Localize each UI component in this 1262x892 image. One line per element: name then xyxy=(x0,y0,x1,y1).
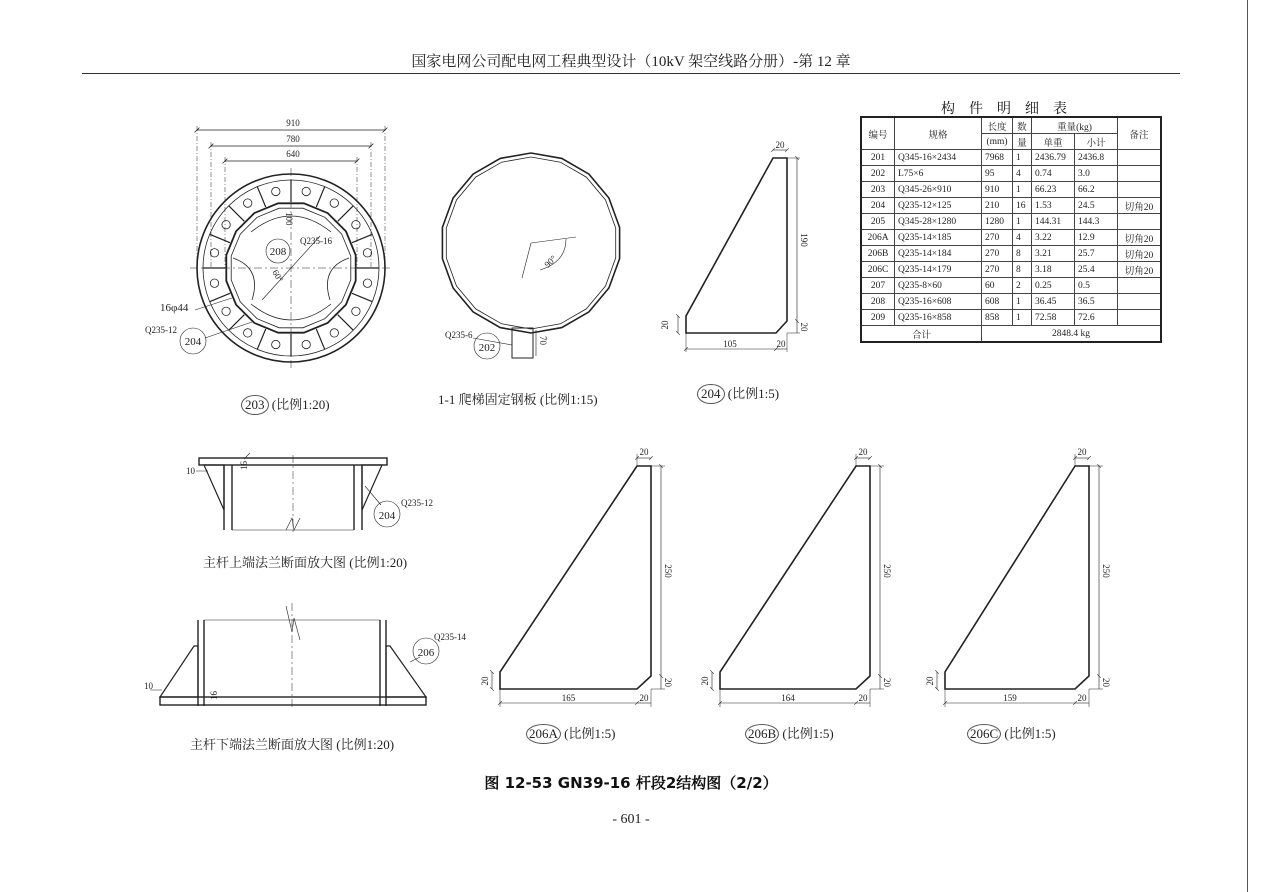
bom-cell-note xyxy=(1118,310,1162,326)
dim-100: 100 xyxy=(284,212,294,226)
radial-rib xyxy=(352,293,372,301)
bom-cell-no: 201 xyxy=(861,150,895,166)
part-206c-bubble: 206C xyxy=(967,724,1001,744)
bom-cell-qty: 1 xyxy=(1013,150,1032,166)
bom-cell-unit: 144.31 xyxy=(1032,214,1075,230)
bom-cell-qty: 4 xyxy=(1013,230,1032,246)
bolt-hole xyxy=(330,329,338,337)
lower-dim-10: 10 xyxy=(144,681,153,691)
bolt-hole xyxy=(302,187,310,195)
bom-row xyxy=(861,198,1161,214)
bolt-hole xyxy=(272,187,280,195)
caption-206c xyxy=(967,723,1056,744)
bolt-hole xyxy=(210,249,218,257)
radial-rib xyxy=(338,206,354,222)
rib-206-labels-2 xyxy=(925,447,1111,703)
rib-206-2 xyxy=(937,454,1103,707)
bom-cell-no: 204 xyxy=(861,198,895,214)
bom-cell-sub: 66.2 xyxy=(1075,182,1118,198)
bom-row xyxy=(861,214,1161,230)
bom-cell-len: 608 xyxy=(982,294,1013,310)
bom-cell-no: 208 xyxy=(861,294,895,310)
bom-cell-no: 206B xyxy=(861,246,895,262)
bom-cell-qty: 2 xyxy=(1013,278,1032,294)
page-header: 国家电网公司配电网工程典型设计（10kV 架空线路分册）-第 12 章 xyxy=(411,54,851,70)
bom-title: 构件明细表 xyxy=(941,102,1081,117)
angle-60: 60° xyxy=(270,268,286,284)
bom-cell-note xyxy=(1118,150,1162,166)
rib-dim-br-side: 20 xyxy=(663,678,673,687)
bom-header-weight: 重量(kg) xyxy=(1032,117,1118,134)
radial-rib xyxy=(257,329,265,349)
bolt-hole xyxy=(363,249,371,257)
bom-cell-len: 910 xyxy=(982,182,1013,198)
ribs-206-views xyxy=(480,447,1111,707)
radial-rib xyxy=(338,315,354,331)
rib-dim-bottom: 159 xyxy=(1003,693,1017,703)
bom-cell-unit: 2436.79 xyxy=(1032,150,1075,166)
bom-cell-note xyxy=(1118,294,1162,310)
rib-dim-br-side: 20 xyxy=(1101,678,1111,687)
bom-cell-sub: 2436.8 xyxy=(1075,150,1118,166)
rib-dim-bottom: 164 xyxy=(781,693,795,703)
rib-dim-top: 20 xyxy=(639,447,649,457)
bom-cell-sub: 72.6 xyxy=(1075,310,1118,326)
bom-header-unit-weight: 单重 xyxy=(1032,134,1075,150)
part-204-caption-bubble: 204 xyxy=(697,384,725,404)
caption-ladder-plate: 1-1 爬梯固定钢板 (比例1:15) xyxy=(438,392,598,407)
dim-640: 640 xyxy=(286,149,300,159)
bom-header-length-unit: (mm) xyxy=(982,134,1013,150)
plate-202-label: Q235-6 xyxy=(445,330,473,340)
lower-dim-16: 16 xyxy=(209,691,219,700)
bom-cell-no: 205 xyxy=(861,214,895,230)
bom-cell-qty: 4 xyxy=(1013,166,1032,182)
rib204-dim-br-side: 20 xyxy=(799,322,809,332)
angle-90: 90° xyxy=(542,253,559,270)
bom-cell-unit: 72.58 xyxy=(1032,310,1075,326)
bom-cell-note: 切角20 xyxy=(1118,230,1162,246)
bom-cell-sub: 36.5 xyxy=(1075,294,1118,310)
part-202-label: 202 xyxy=(478,342,496,354)
bolt-hole xyxy=(330,199,338,207)
bom-cell-note xyxy=(1118,166,1162,182)
bom-cell-sub: 25.7 xyxy=(1075,246,1118,262)
bom-table xyxy=(860,116,1162,343)
bom-cell-note xyxy=(1118,182,1162,198)
bom-cell-unit: 3.21 xyxy=(1032,246,1075,262)
rib-outline xyxy=(720,466,870,689)
caption-204 xyxy=(697,383,779,404)
bom-cell-unit: 3.18 xyxy=(1032,262,1075,278)
bom-cell-spec: Q235-14×184 xyxy=(895,246,982,262)
bom-cell-len: 270 xyxy=(982,262,1013,278)
rib-dim-bottom: 165 xyxy=(561,693,576,703)
bom-header-no: 编号 xyxy=(861,117,895,150)
bom-cell-sub: 0.5 xyxy=(1075,278,1118,294)
lower-section-view xyxy=(150,603,439,710)
bom-cell-qty: 8 xyxy=(1013,262,1032,278)
bom-header-length: 长度 xyxy=(982,117,1013,134)
bom-cell-qty: 1 xyxy=(1013,182,1032,198)
bolt-hole xyxy=(272,340,280,348)
lower-section-labels xyxy=(144,632,466,700)
bom-cell-qty: 1 xyxy=(1013,294,1032,310)
figure-title: 图 12-53 GN39-16 杆段2结构图（2/2） xyxy=(484,774,778,792)
bom-total-value: 2848.4 kg xyxy=(982,326,1162,343)
bom-row xyxy=(861,262,1161,278)
bom-cell-qty: 1 xyxy=(1013,214,1032,230)
bom-cell-no: 203 xyxy=(861,182,895,198)
bom-cell-qty: 1 xyxy=(1013,310,1032,326)
lower-plate-label: Q235-14 xyxy=(434,632,466,642)
caption-lower-section: 主杆下端法兰断面放大图 (比例1:20) xyxy=(190,737,395,752)
part-208-label: 208 xyxy=(269,246,287,258)
bom-cell-sub: 24.5 xyxy=(1075,198,1118,214)
caption-203 xyxy=(241,394,330,415)
bom-cell-spec: Q235-16×608 xyxy=(895,294,982,310)
bom-header-subtotal: 小计 xyxy=(1075,134,1118,150)
bom-cell-spec: Q235-8×60 xyxy=(895,278,982,294)
lower-part-label: 206 xyxy=(417,647,435,659)
bom-cell-note xyxy=(1118,278,1162,294)
rib-outline xyxy=(500,466,651,689)
radial-rib xyxy=(316,187,324,207)
bom-header-spec: 规格 xyxy=(895,117,982,150)
bom-cell-spec: Q235-14×179 xyxy=(895,262,982,278)
bom-cell-note xyxy=(1118,214,1162,230)
bom-row xyxy=(861,166,1161,182)
plate-208-label: Q235-16 xyxy=(300,236,332,246)
bom-cell-unit: 0.74 xyxy=(1032,166,1075,182)
caption-206a-scale: (比例1:5) xyxy=(564,726,616,741)
bom-row xyxy=(861,278,1161,294)
bom-cell-len: 270 xyxy=(982,230,1013,246)
caption-206c-scale: (比例1:5) xyxy=(1004,726,1056,741)
part-204-label: 204 xyxy=(184,336,202,348)
rib204-dim-bottom: 105 xyxy=(723,339,737,349)
rib-outline xyxy=(945,466,1089,689)
bom-cell-spec: Q235-14×185 xyxy=(895,230,982,246)
rib-206-labels-1 xyxy=(700,447,892,703)
plate-204-label: Q235-12 xyxy=(145,325,177,335)
bom-cell-len: 1280 xyxy=(982,214,1013,230)
bom-cell-spec: Q345-26×910 xyxy=(895,182,982,198)
rib-204-view xyxy=(678,150,800,352)
bom-row xyxy=(861,150,1161,166)
bom-cell-spec: Q235-16×858 xyxy=(895,310,982,326)
bom-cell-note: 切角20 xyxy=(1118,198,1162,214)
caption-upper-section: 主杆上端法兰断面放大图 (比例1:20) xyxy=(203,555,408,570)
rib204-dim-height: 190 xyxy=(799,233,809,247)
bom-row xyxy=(861,310,1161,326)
caption-203-scale: (比例1:20) xyxy=(271,397,330,412)
bom-cell-len: 210 xyxy=(982,198,1013,214)
bom-cell-no: 207 xyxy=(861,278,895,294)
caption-206b-scale: (比例1:5) xyxy=(782,726,834,741)
radial-rib xyxy=(210,293,230,301)
rib-dim-left: 20 xyxy=(480,676,490,686)
bom-header-note: 备注 xyxy=(1118,117,1162,150)
rib-206-1 xyxy=(712,454,884,707)
part-206b-bubble: 206B xyxy=(745,724,779,744)
radial-rib xyxy=(316,329,324,349)
bom-cell-unit: 0.25 xyxy=(1032,278,1075,294)
rib-dim-top: 20 xyxy=(858,447,868,457)
ladder-plate-view xyxy=(442,153,619,359)
bolt-hole xyxy=(244,199,252,207)
bom-cell-spec: L75×6 xyxy=(895,166,982,182)
bom-cell-unit: 1.53 xyxy=(1032,198,1075,214)
rib-dim-br-side: 20 xyxy=(882,678,892,687)
rib-206-labels-0 xyxy=(480,447,673,703)
bom-cell-no: 206A xyxy=(861,230,895,246)
upper-plate-label: Q235-12 xyxy=(401,498,433,508)
bolt-hole xyxy=(352,307,360,315)
upper-dim-16: 16 xyxy=(239,461,249,470)
caption-204-scale: (比例1:5) xyxy=(727,386,780,401)
flange-top-labels xyxy=(145,118,332,348)
bom-cell-no: 209 xyxy=(861,310,895,326)
bom-cell-note: 切角20 xyxy=(1118,262,1162,278)
upper-part-label: 204 xyxy=(378,510,396,522)
bolt-hole xyxy=(210,279,218,287)
bom-cell-sub: 3.0 xyxy=(1075,166,1118,182)
radial-rib xyxy=(257,187,265,207)
bom-cell-unit: 66.23 xyxy=(1032,182,1075,198)
bom-cell-spec: Q345-28×1280 xyxy=(895,214,982,230)
bolt-hole xyxy=(244,329,252,337)
bom-row xyxy=(861,246,1161,262)
rib-dim-br-bottom: 20 xyxy=(639,693,649,703)
page-number: - 601 - xyxy=(612,812,650,827)
dim-910: 910 xyxy=(286,118,300,128)
radial-rib xyxy=(229,206,245,222)
bom-cell-note: 切角20 xyxy=(1118,246,1162,262)
dim-780: 780 xyxy=(286,134,300,144)
bom-cell-spec: Q345-16×2434 xyxy=(895,150,982,166)
bom-row xyxy=(861,182,1161,198)
bolt-hole xyxy=(222,221,230,229)
bom-cell-spec: Q235-12×125 xyxy=(895,198,982,214)
bom-cell-unit: 3.22 xyxy=(1032,230,1075,246)
bom-cell-len: 858 xyxy=(982,310,1013,326)
upper-section-labels xyxy=(186,461,433,523)
rib204-dim-top: 20 xyxy=(775,140,785,150)
bolt-hole xyxy=(352,221,360,229)
rib-dim-left: 20 xyxy=(700,676,710,686)
rib204-dim-left: 20 xyxy=(660,320,670,330)
bom-cell-len: 7968 xyxy=(982,150,1013,166)
radial-rib xyxy=(229,315,245,331)
bom-body xyxy=(861,150,1161,326)
rib-dim-top: 20 xyxy=(1077,447,1087,457)
bom-cell-len: 270 xyxy=(982,246,1013,262)
bom-cell-sub: 144.3 xyxy=(1075,214,1118,230)
bom-row xyxy=(861,294,1161,310)
bolt-hole xyxy=(222,307,230,315)
rib-dim-left: 20 xyxy=(925,676,935,686)
bolt-hole xyxy=(363,279,371,287)
radial-rib xyxy=(352,234,372,242)
bolt-hole xyxy=(302,340,310,348)
ladder-plate-labels xyxy=(445,253,559,354)
bom-cell-qty: 16 xyxy=(1013,198,1032,214)
bom-header-qty2: 量 xyxy=(1013,134,1032,150)
upper-section-view xyxy=(196,453,400,535)
dim-70: 70 xyxy=(538,336,548,345)
radial-rib xyxy=(210,234,230,242)
bom-total-label: 合计 xyxy=(861,326,982,343)
bom-cell-len: 60 xyxy=(982,278,1013,294)
rib-dim-br-bottom: 20 xyxy=(858,693,868,703)
rib-dim-height: 250 xyxy=(663,564,673,578)
bom-cell-unit: 36.45 xyxy=(1032,294,1075,310)
rib-206-0 xyxy=(492,454,665,707)
caption-206a xyxy=(526,723,615,744)
holes-label: 16φ44 xyxy=(160,302,189,314)
caption-206b xyxy=(745,723,834,744)
rib204-dim-br-bottom: 20 xyxy=(776,339,786,349)
bom-header-qty: 数 xyxy=(1013,117,1032,134)
part-206a-bubble: 206A xyxy=(526,724,561,744)
rib-dim-br-bottom: 20 xyxy=(1077,693,1087,703)
bom-cell-len: 95 xyxy=(982,166,1013,182)
rib-dim-height: 250 xyxy=(882,564,892,578)
bom-cell-no: 202 xyxy=(861,166,895,182)
upper-dim-10: 10 xyxy=(186,466,195,476)
bom-cell-qty: 8 xyxy=(1013,246,1032,262)
rib-dim-height: 250 xyxy=(1101,564,1111,578)
bom-cell-sub: 25.4 xyxy=(1075,262,1118,278)
bom-cell-sub: 12.9 xyxy=(1075,230,1118,246)
part-203-bubble: 203 xyxy=(241,395,269,415)
bom-row xyxy=(861,230,1161,246)
bom-cell-no: 206C xyxy=(861,262,895,278)
